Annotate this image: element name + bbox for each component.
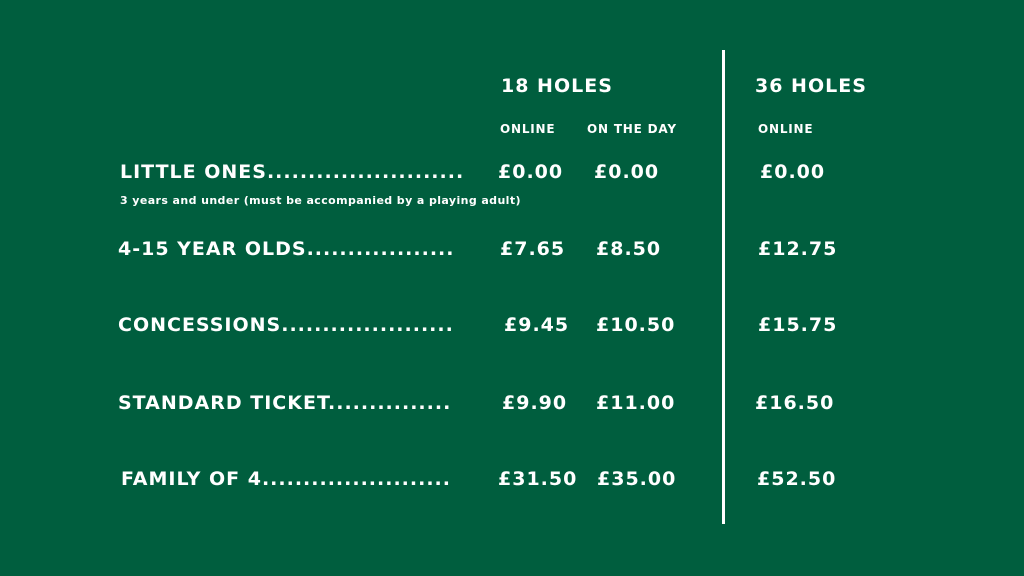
header-36-holes: 36 HOLES — [755, 75, 867, 97]
column-divider — [722, 50, 725, 524]
subheader-on-the-day: ON THE DAY — [587, 122, 677, 136]
row-label-little-ones: LITTLE ONES........................ — [120, 161, 465, 183]
price-on-the-day-family-of-4: £35.00 — [597, 468, 677, 490]
header-18-holes: 18 HOLES — [501, 75, 613, 97]
price-online-18-standard-ticket: £9.90 — [502, 392, 568, 414]
price-online-36-concessions: £15.75 — [758, 314, 838, 336]
price-on-the-day-little-ones: £0.00 — [594, 161, 660, 183]
price-online-36-family-of-4: £52.50 — [757, 468, 837, 490]
price-online-18-4-15-year-olds: £7.65 — [500, 238, 566, 260]
price-on-the-day-concessions: £10.50 — [596, 314, 676, 336]
price-online-36-standard-ticket: £16.50 — [755, 392, 835, 414]
price-on-the-day-4-15-year-olds: £8.50 — [596, 238, 662, 260]
price-online-18-little-ones: £0.00 — [498, 161, 564, 183]
subheader-online-18: ONLINE — [500, 122, 556, 136]
subheader-online-36: ONLINE — [758, 122, 814, 136]
row-note-little-ones: 3 years and under (must be accompanied by a playing adult) — [120, 194, 521, 207]
row-label-concessions: CONCESSIONS..................... — [118, 314, 454, 336]
price-online-18-family-of-4: £31.50 — [498, 468, 578, 490]
price-online-36-4-15-year-olds: £12.75 — [758, 238, 838, 260]
price-on-the-day-standard-ticket: £11.00 — [596, 392, 676, 414]
row-label-4-15-year-olds: 4-15 YEAR OLDS.................. — [118, 238, 455, 260]
price-online-18-concessions: £9.45 — [504, 314, 570, 336]
row-label-family-of-4: FAMILY OF 4....................... — [121, 468, 451, 490]
row-label-standard-ticket: STANDARD TICKET............... — [118, 392, 452, 414]
price-online-36-little-ones: £0.00 — [760, 161, 826, 183]
